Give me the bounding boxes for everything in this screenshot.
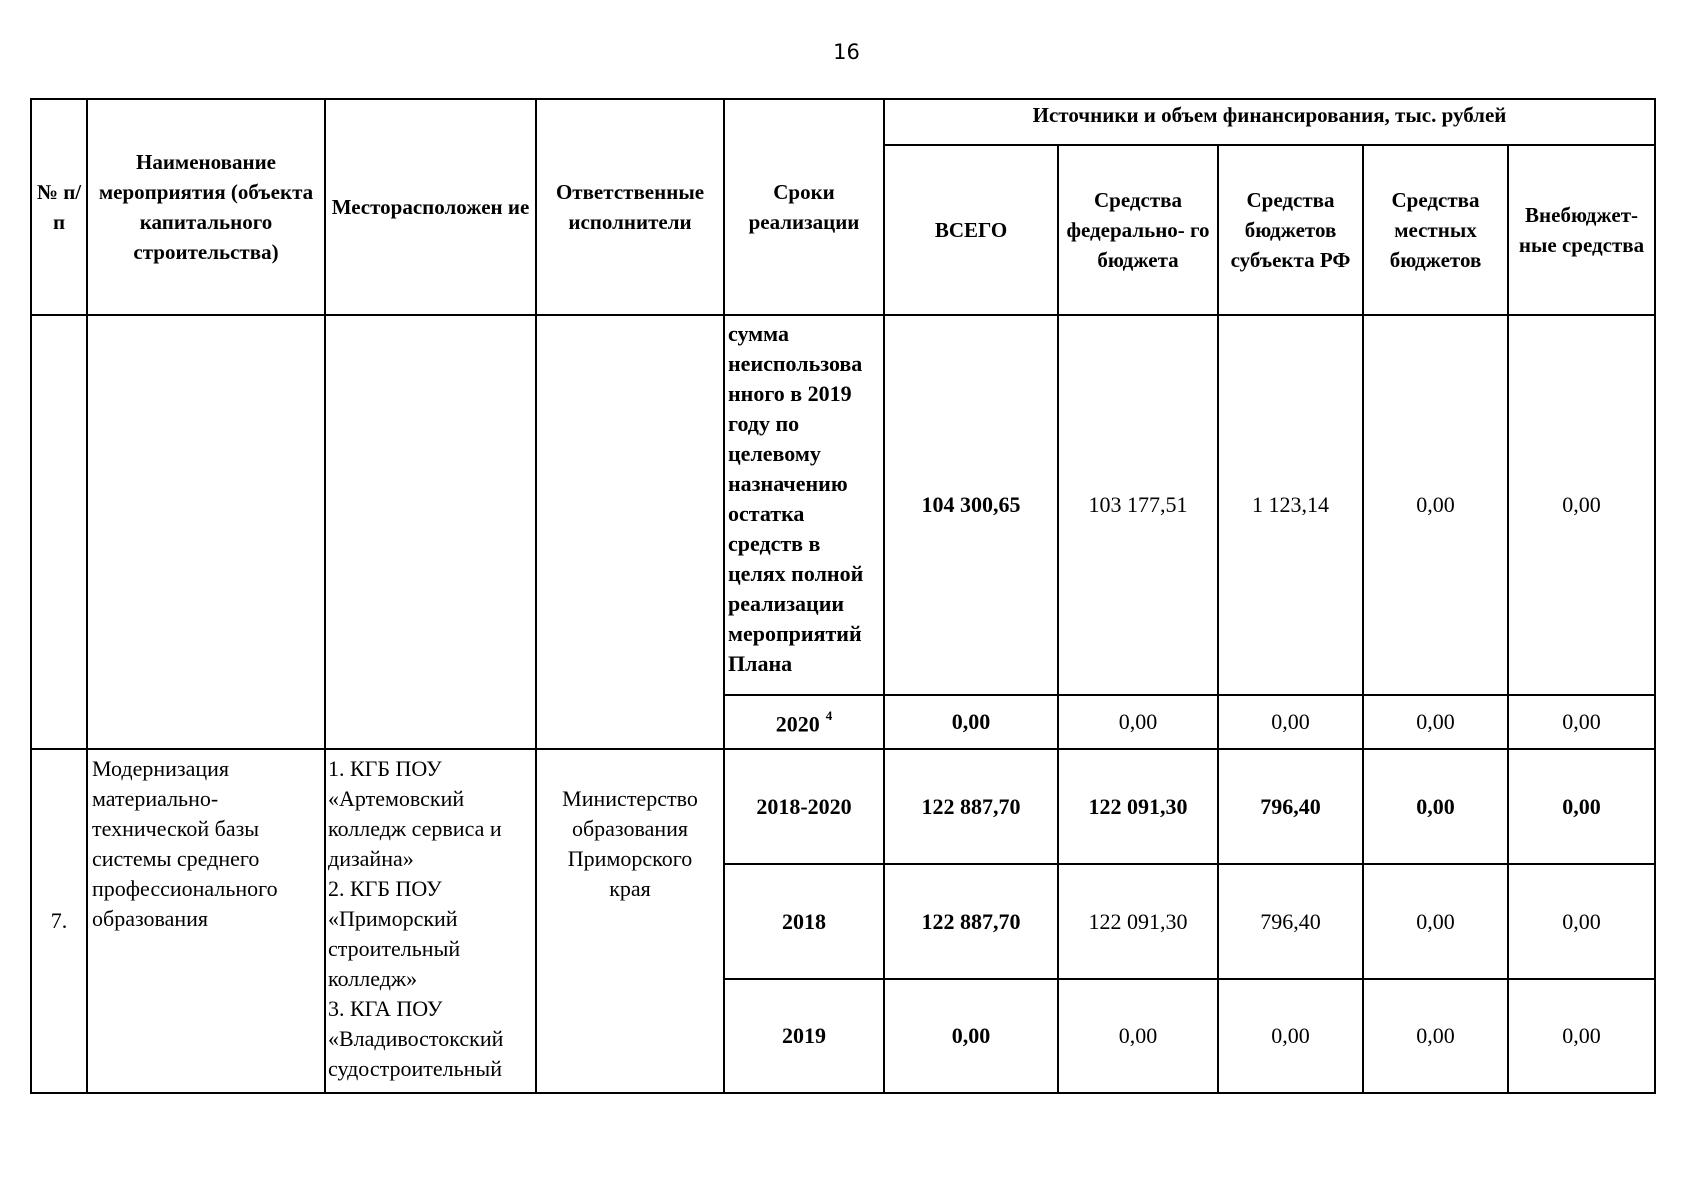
regional-cell: 796,40 [1218,864,1363,979]
header-total: ВСЕГО [884,145,1058,315]
federal-cell: 103 177,51 [1058,315,1218,695]
table-row [31,315,1655,695]
regional-cell: 0,00 [1218,979,1363,1093]
item-name: Модернизация материально- технической базы системы среднего профессионального образования [87,749,325,1093]
regional-cell: 796,40 [1218,749,1363,864]
extrabudget-cell: 0,00 [1508,864,1655,979]
item-number: 7. [31,749,87,1093]
regional-cell: 1 123,14 [1218,315,1363,695]
header-responsible: Ответственные исполнители [536,99,724,315]
term-cell: сумма неиспользова нного в 2019 году по целевому назначению остатка средств в целях полной реализации мероприятий Плана [724,315,884,695]
term-cell: 2018 [724,864,884,979]
regional-cell: 0,00 [1218,695,1363,749]
term-cell: 2019 [724,979,884,1093]
num-cell-empty [31,315,87,749]
local-cell: 0,00 [1363,749,1508,864]
responsible-cell-empty [536,315,724,749]
item-responsible: Министерство образования Приморского края [536,749,724,1093]
footnote-marker: 4 [825,708,833,724]
federal-cell: 122 091,30 [1058,864,1218,979]
total-cell: 0,00 [884,695,1058,749]
item-location: 1. КГБ ПОУ «Артемовский колледж сервиса и дизайна» 2. КГБ ПОУ «Приморский строительный колледж» 3. КГА ПОУ «Владивостокский судостроительный [325,749,536,1093]
total-cell: 0,00 [884,979,1058,1093]
header-funding-group: Источники и объем финансирования, тыс. рублей [884,99,1655,145]
header-location: Месторасположен ие [325,99,536,315]
header-extrabudget: Внебюджет- ные средства [1508,145,1655,315]
extrabudget-cell: 0,00 [1508,749,1655,864]
federal-cell: 0,00 [1058,695,1218,749]
location-cell-empty [325,315,536,749]
header-local: Средства местных бюджетов [1363,145,1508,315]
federal-cell: 122 091,30 [1058,749,1218,864]
name-cell-empty [87,315,325,749]
local-cell: 0,00 [1363,864,1508,979]
local-cell: 0,00 [1363,695,1508,749]
funding-table [30,98,1656,1094]
term-cell: 2018-2020 [724,749,884,864]
local-cell: 0,00 [1363,315,1508,695]
extrabudget-cell: 0,00 [1508,695,1655,749]
header-federal: Средства федерально- го бюджета [1058,145,1218,315]
total-cell: 104 300,65 [884,315,1058,695]
header-num: № п/п [31,99,87,315]
total-cell: 122 887,70 [884,864,1058,979]
total-cell: 122 887,70 [884,749,1058,864]
local-cell: 0,00 [1363,979,1508,1093]
term-year: 2020 [775,711,820,737]
header-regional: Средства бюджетов субъекта РФ [1218,145,1363,315]
federal-cell: 0,00 [1058,979,1218,1093]
term-cell [724,695,884,749]
header-name: Наименование мероприятия (объекта капитального строительства) [87,99,325,315]
extrabudget-cell: 0,00 [1508,315,1655,695]
table-row [31,749,1655,864]
header-terms: Сроки реализации [724,99,884,315]
extrabudget-cell: 0,00 [1508,979,1655,1093]
page-number: 16 [833,40,860,64]
